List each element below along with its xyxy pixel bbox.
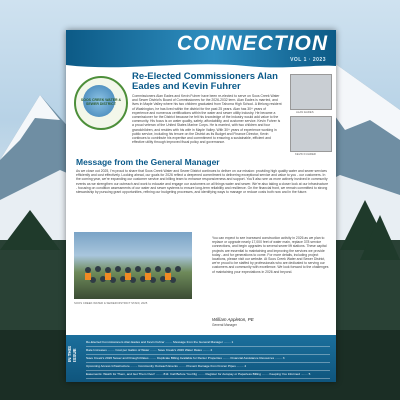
newsletter-title: CONNECTION xyxy=(176,32,328,55)
article-heading-commissioners: Re-Elected Commissioners Alan Eades and Kevin Fuhrer xyxy=(132,71,278,92)
article-body-gm-continued: You can expect to see increased construction activity in 2026 as we plan to replace or upgrade nearly 17,000 feet of water main, replace 378 service connections, and begin upgrades to several sewer lift stations. These capital projects are essential to maintaining and improving the services we provide today - and for generations to come. For more details, including project locations, please visit our website. At Soos Creek Water and Sewer District, we're proud to be staffed by professionals who are dedicated to serving our customers and community with excellence. We look forward to the challenges of maintaining your expectations in 2026 and beyond. xyxy=(212,236,329,274)
volume-label: VOL 1 · 2023 xyxy=(290,57,326,63)
toc-row[interactable]: Upcoming Access Infrastructure ........ Community Outreach Events ........ Prevent Damage from Frozen Pipes ........ 4 xyxy=(86,363,330,371)
table-of-contents xyxy=(66,335,336,382)
caption-kevin-fuhrer: KEVIN FUHRER xyxy=(295,152,316,156)
logo-text: SOOS CREEK WATER & SEWER DISTRICT xyxy=(80,98,122,106)
staff-photo-caption: SOOS CREEK WATER & SEWER DISTRICT STAFF, 2025 xyxy=(74,301,148,305)
staff-group-photo xyxy=(74,232,192,299)
toc-row[interactable]: Rate Increases ........ Cost per Gallon of Water ........ Save Creek's 2026 Water Rates ........ 2 xyxy=(86,347,330,355)
article-body-commissioners: Commissioners Alan Eades and Kevin Fuhrer have been re-elected to serve on Soos Creek Water and Sewer District's Board of Commissioners for the 2026-2032 term. Alan Eades is married, and lives in Maple Valley where his two children graduated from Tahoma High School. A lifelong resident of Washington, he has lived within the district for the past 25 years. Alan has 30+ years of experience and numerous certifications within the water and sewer utility industry. He became a commissioner for the District because he felt his knowledge of the industry would add value to the community. His focus is on water quality, safety, affordability, and customer service. Kevin Fuhrer is a proud veteran of the United States Marine Corps. He is married, with two children and four grandchildren, and resides with his wife in Maple Valley. With 30+ years of experience working in public service, including his tenure on the District as its Budget and Finance Director, Kevin continues to contribute his expertise and commitment to ensuring a sustainable, efficient and effective utility through improved fiscal policy and governance. xyxy=(132,94,282,145)
portrait-kevin-fuhrer xyxy=(290,116,332,152)
gm-title: General Manager xyxy=(212,323,237,327)
toc-label: IN THIS ISSUE xyxy=(67,345,77,362)
staff-silhouettes xyxy=(74,232,192,299)
toc-rows xyxy=(86,339,330,379)
toc-row[interactable]: Save Creek's 2026 Sewer and Drought Rates ........ Duplicate Billing Available for Renter Properties ........ Financial Assistance Resources ........ 3 xyxy=(86,355,330,363)
portrait-alan-eades xyxy=(290,74,332,110)
newsletter-page xyxy=(66,30,336,382)
article-body-gm: As we close out 2025, I'm proud to share that Soos Creek Water and Sewer District continues to deliver on our mission: providing high quality water and sewer services efficiently and cost effectively. Looking ahead, our goals for 2026 reflect a deepened commitment to delivering exceptional service and value to you - our customers. In the coming year, we're expanding our customer service and billing team to enhance responsiveness and support. You'll also see us more actively involved in community events as we strengthen our outreach and work to educate and engage our customers on all things water and sewer. We're also taking a closer look at our infrastructure - focusing on condition assessments of our water and sewer systems to ensure long-term reliability and resilience. On the financial front, we remain committed to strong stewardship by pursuing grant opportunities, refining our budgeting processes, and identifying ways to manage or reduce costs both now and in the future. xyxy=(76,169,329,195)
caption-alan-eades: ALAN EADES xyxy=(296,110,314,114)
toc-row[interactable]: Easements: Watch for Them, and Get Them Over! ........ 811: Call Before You Dig ........ Register for Autopay or Paperless Billing ........ Keeping You Informed ........ 5 xyxy=(86,371,330,379)
district-logo xyxy=(74,76,128,130)
toc-row[interactable]: Re-Elected Commissioners Alan Eades and Kevin Fuhrer ........ Message from the General Manager ........ 1 xyxy=(86,339,330,347)
gm-signature: William Appleton, PE xyxy=(212,317,254,322)
masthead-wave xyxy=(66,60,336,70)
article-heading-gm: Message from the General Manager xyxy=(76,157,220,167)
